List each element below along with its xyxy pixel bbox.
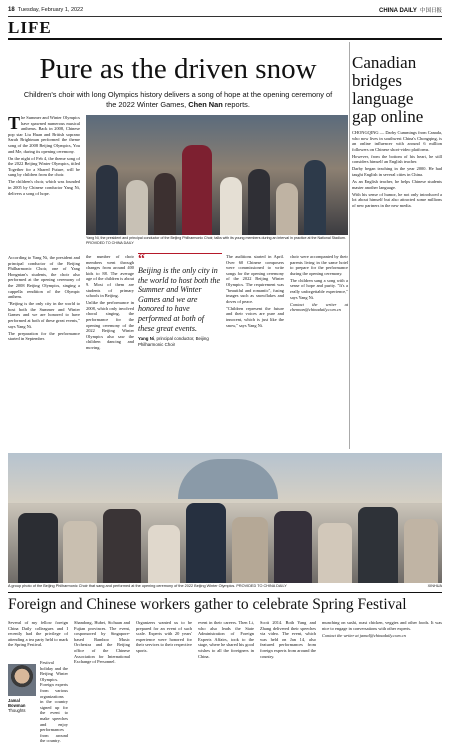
second-column-5 bbox=[198, 620, 254, 661]
section-title: LIFE bbox=[8, 18, 52, 37]
bottom-photo-credit: PROVIDED TO CHINA DAILY bbox=[236, 584, 287, 588]
pull-quote bbox=[138, 253, 222, 347]
issue-date: Tuesday, February 1, 2022 bbox=[17, 7, 84, 13]
photo-credit: PROVIDED TO CHINA DAILY bbox=[86, 240, 134, 245]
side-body-p1: CHONGQING — Darby Cummings from Canada, who now lives in southwest China's Chongqing, is an online influencer with around 6 million followers on Chinese short-video platforms. bbox=[352, 130, 442, 152]
photo-figure bbox=[126, 180, 148, 235]
main-col1-p2: On the night of Feb 4, the theme song of the 2022 Beijing Winter Olympics, titled Together for a Shared Future, will be sung by children from the choir. bbox=[8, 155, 80, 178]
side-headline: Canadian bridges language gap online bbox=[352, 53, 424, 126]
photo-figure bbox=[404, 519, 438, 583]
second-column-6 bbox=[260, 620, 316, 661]
main-col4-p1: The auditions started in April. Over 60 Chinese composers were commissioned to write songs for the opening ceremony of the 2022 Beijing Winter Olympics. The requirement was "beautiful and romantic", fusing images such as snowflakes and doves of peace. bbox=[226, 254, 284, 304]
news-agency: XINHUA bbox=[427, 584, 442, 588]
second-column-3 bbox=[74, 620, 130, 666]
photo-figure bbox=[63, 521, 97, 583]
photo-figure bbox=[154, 173, 176, 235]
second-col6-p1: Scott 2014. Both Yang and Zhang delivered their speeches via video. The event, which was held on Jan 14, also featured performances from foreign experts from around the country. bbox=[260, 620, 316, 659]
bottom-photo-caption bbox=[8, 584, 442, 588]
main-col5-contact: Contact the writer at chennan@chinadaily.com.cn bbox=[290, 301, 348, 313]
pull-quote-name: Yang Ni bbox=[138, 336, 155, 342]
second-col4-p1: Organizers wanted us to be prepared for an event of such scale. Experts with 20 years' experience were honored for their services to their respective sports. bbox=[136, 620, 192, 653]
side-body-p4: As an English teacher, he helps Chinese students master another language. bbox=[352, 178, 442, 190]
main-col1-p1: he Summer and Winter Olympics have spawned numerous musical anthems. Back in 2008, Chinese pop star Liu Huan and British soprano Sarah Brightman performed the theme song of the 2008 Beijing Olympics, You and Me, during its opening ceremony. bbox=[8, 115, 80, 154]
second-col7-p1: munching on sushi, roast chicken, veggies and other foods. It was nice to engage in conversations with other experts. bbox=[322, 620, 442, 631]
photo-figure bbox=[96, 165, 118, 235]
dek-author: Chen Nan bbox=[188, 100, 223, 109]
pull-quote-text: Beijing is the only city in the world to host both the Summer and Winter Games and we are honored to have performed at both of these great events. bbox=[138, 266, 220, 333]
second-col5-p1: event in their careers. Then Li, who also leads the State Administration of Foreign Experts Affairs, took to the stage, where he shared his good wishes to all the foreigners in China. bbox=[198, 620, 254, 659]
main-column-5 bbox=[290, 254, 348, 314]
author-byline bbox=[8, 698, 38, 713]
pull-quote-role: , principal conductor, Beijing Philharmonic Choir bbox=[138, 336, 209, 347]
side-body-p2: However, from the bottom of his heart, he still considers himself an English teacher. bbox=[352, 153, 442, 165]
main-col2-p1: According to Yang Ni, the president and principal conductor of the Beijing Philharmonic Choir, one of Yang Hongnian's students, the choir also performed at the opening ceremony of the 2008 Beijing Olympics, singing a cappella rendition of the Olympic anthem. bbox=[8, 255, 80, 300]
main-col5-p2: The children sang a song with a sense of hope and purity. "It's a really unforgettable experience," says Yang Ni. bbox=[290, 277, 348, 300]
main-column-2 bbox=[8, 255, 80, 343]
main-column-3 bbox=[86, 254, 134, 352]
caption-text: Yang Ni, the president and principal conductor of the Beijing Philharmonic Choir, talks with its young members during an interval in practice at the National Stadium. bbox=[86, 236, 346, 240]
photo-figure bbox=[274, 511, 312, 583]
side-body-p5: With his sense of humor, he not only introduced a lot about himself but also attracted some millions of new partners in the new media. bbox=[352, 191, 442, 208]
side-story-body bbox=[352, 130, 442, 210]
pull-quote-attribution bbox=[138, 336, 222, 347]
drop-cap: T bbox=[8, 113, 21, 133]
photo-figure bbox=[232, 517, 268, 583]
dek-suffix: reports. bbox=[224, 100, 250, 109]
author-name: Jamal Bowman bbox=[8, 698, 26, 708]
photo-figure bbox=[18, 513, 58, 583]
main-col3-p1: the number of choir members went through changes from around 400 kids to 88. The average age of the children is about 9. Most of them are students of primary schools in Beijing. bbox=[86, 254, 134, 299]
page-header bbox=[8, 4, 442, 17]
publication-name-cn: 中国日报 bbox=[419, 8, 442, 14]
main-col5-p1: choir were accompanied by their parents living in the same hotel to prepare for the performance during the opening ceremony. bbox=[290, 254, 348, 276]
photo-figure bbox=[182, 145, 212, 235]
main-headline: Pure as the driven snow bbox=[39, 53, 317, 85]
second-column-1 bbox=[8, 620, 68, 649]
quote-mark-icon: “ bbox=[138, 252, 145, 267]
bottom-caption-text: A group photo of the Beijing Philharmonic Choir that sang and performed at the opening ceremony of the 2022 Beijing Winter Olympics. bbox=[8, 584, 236, 588]
author-avatar bbox=[8, 664, 36, 696]
main-col2-p2: "Beijing is the only city in the world to host both the Summer and Winter Games and we are honored to have performed at both of these great events," says Yang Ni. bbox=[8, 301, 80, 329]
side-body-p3: Darby began teaching in the year 2000. He had taught English in several cities in China. bbox=[352, 166, 442, 177]
choir-group-photo bbox=[8, 453, 442, 583]
second-column-4 bbox=[136, 620, 192, 655]
photo-figure bbox=[304, 160, 326, 235]
main-col4-p2: "Children represent the future and their voices are pure and innocent, which is just like the snow," says Yang Ni. bbox=[226, 305, 284, 328]
photo-figure bbox=[358, 507, 398, 583]
photo-figure bbox=[186, 503, 226, 583]
photo-figure bbox=[248, 169, 270, 235]
page-number: 18 bbox=[8, 7, 15, 13]
column-divider bbox=[349, 42, 350, 449]
author-role: Thoughts bbox=[8, 708, 26, 713]
second-column-7 bbox=[322, 620, 442, 640]
second-col1-p1: Several of my fellow foreign China Daily colleagues and I recently had the privilege of attending a tea party held to mark the Spring Festival. bbox=[8, 620, 68, 648]
section-divider bbox=[8, 38, 442, 40]
main-column-4 bbox=[226, 254, 284, 330]
photo-figure bbox=[148, 525, 180, 583]
main-col1-p3: The children's choir, which was founded in 2005 by Chinese conductor Yang Ni, delivers a song of hope. bbox=[8, 179, 80, 196]
photo-figure bbox=[103, 509, 141, 583]
main-photo-caption bbox=[86, 236, 348, 245]
photo-figure bbox=[318, 523, 352, 583]
photo-figure bbox=[220, 177, 242, 235]
dek-text: Children's choir with long Olympics history delivers a song of hope at the opening ceremony of the 2022 Winter Games, bbox=[23, 90, 333, 109]
second-headline: Foreign and Chinese workers gather to celebrate Spring Festival bbox=[8, 596, 407, 613]
main-col3-p2: Unlike the performance in 2008, which only involved choral singing, the performance for the opening ceremony of the 2022 Beijing Winter Olympics also saw the children dancing and moving. bbox=[86, 300, 134, 350]
main-col2-p3: The preparation for the performance started in September. bbox=[8, 330, 80, 342]
story-divider bbox=[8, 592, 442, 593]
photo-figure bbox=[276, 183, 298, 235]
second-col2-p1: Festival holiday and the Beijing Winter Olympics. Foreign experts from various organizations in the country signed up for the event to make speeches and enjoy performances from around the country. bbox=[40, 660, 68, 744]
second-col3-p1: Shandong, Hubei, Sichuan and Fujian provinces. The event, cosponsored by Singapore-based Bamboo Music Orchestra and the Beijing office of the Chinese Association for International Exchange of Personnel. bbox=[74, 620, 130, 665]
publication-name: CHINA DAILY bbox=[379, 8, 417, 14]
choir-rehearsal-photo bbox=[86, 115, 348, 235]
second-col7-contact: Contact the writer at jamal@chinadaily.com.cn bbox=[322, 632, 406, 638]
main-dek bbox=[20, 90, 336, 110]
main-column-1 bbox=[8, 115, 80, 197]
second-column-1b bbox=[40, 660, 68, 745]
